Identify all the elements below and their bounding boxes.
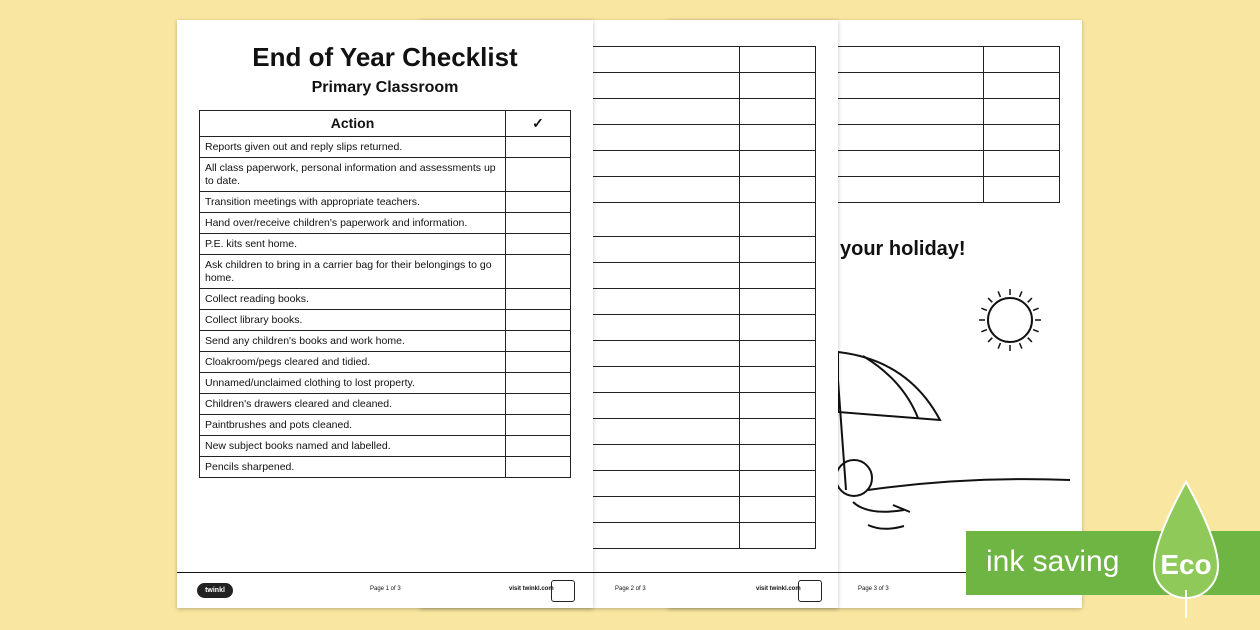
checklist-tick-box[interactable] bbox=[740, 47, 816, 73]
beach-person-icon bbox=[836, 460, 1070, 529]
checklist-tick-box[interactable] bbox=[740, 315, 816, 341]
badge-icon bbox=[551, 580, 575, 602]
table-row bbox=[200, 137, 571, 158]
sun-ray bbox=[1028, 298, 1032, 302]
sun-ray bbox=[988, 338, 992, 342]
checklist-tick-box[interactable] bbox=[984, 47, 1060, 73]
checklist-item-label: Cloakroom/pegs cleared and tidied. bbox=[200, 352, 506, 373]
sun-icon bbox=[979, 289, 1041, 351]
beach-umbrella-icon bbox=[838, 352, 940, 490]
checklist-tick-box[interactable] bbox=[984, 73, 1060, 99]
checklist-item-label: All class paperwork, personal information and assessments up to date. bbox=[200, 158, 506, 192]
checklist-tick-box[interactable] bbox=[740, 289, 816, 315]
checklist-tick-box[interactable] bbox=[740, 263, 816, 289]
checklist-tick-box[interactable] bbox=[506, 213, 571, 234]
table-row bbox=[200, 415, 571, 436]
checklist-tick-box[interactable] bbox=[506, 158, 571, 192]
checklist-item-label: P.E. kits sent home. bbox=[200, 234, 506, 255]
checklist-item-label: Collect reading books. bbox=[200, 289, 506, 310]
table-row bbox=[200, 289, 571, 310]
page-footer bbox=[177, 572, 593, 608]
checklist-tick-box[interactable] bbox=[740, 341, 816, 367]
checklist-item-label: Unnamed/unclaimed clothing to lost property. bbox=[200, 373, 506, 394]
checklist-tick-box[interactable] bbox=[740, 523, 816, 549]
checklist-tick-box[interactable] bbox=[506, 192, 571, 213]
checklist-tick-box[interactable] bbox=[506, 394, 571, 415]
checklist-tick-box[interactable] bbox=[740, 177, 816, 203]
checklist-item-label: Transition meetings with appropriate teachers. bbox=[200, 192, 506, 213]
sun-ray bbox=[981, 330, 987, 332]
sun-ray bbox=[1033, 330, 1039, 332]
page-subtitle: Primary Classroom bbox=[311, 79, 459, 96]
sun-ray bbox=[1028, 338, 1032, 342]
checklist-tick-box[interactable] bbox=[740, 99, 816, 125]
checklist-item-label: Ask children to bring in a carrier bag for their belongings to go home. bbox=[200, 255, 506, 289]
sun-ray bbox=[1033, 308, 1039, 310]
checklist-tick-box[interactable] bbox=[506, 234, 571, 255]
eco-leaf-icon bbox=[1148, 480, 1224, 620]
table-row bbox=[200, 234, 571, 255]
action-header: Action bbox=[200, 111, 506, 137]
checklist-item-label: Pencils sharpened. bbox=[200, 457, 506, 478]
checklist-tick-box[interactable] bbox=[506, 289, 571, 310]
checklist-tick-box[interactable] bbox=[740, 151, 816, 177]
table-row bbox=[200, 213, 571, 234]
checklist-tick-box[interactable] bbox=[506, 457, 571, 478]
checklist-tick-box[interactable] bbox=[506, 255, 571, 289]
checklist-tick-box[interactable] bbox=[506, 415, 571, 436]
checklist-tick-box[interactable] bbox=[740, 445, 816, 471]
checklist-tick-box[interactable] bbox=[506, 310, 571, 331]
table-row bbox=[200, 192, 571, 213]
page-number: Page 2 of 3 bbox=[615, 586, 646, 592]
sun-ray bbox=[981, 308, 987, 310]
checklist-item-label: Hand over/receive children's paperwork and information. bbox=[200, 213, 506, 234]
checklist-tick-box[interactable] bbox=[740, 419, 816, 445]
table-row bbox=[200, 436, 571, 457]
table-header-row bbox=[200, 111, 571, 137]
checklist-item-label: Paintbrushes and pots cleaned. bbox=[200, 415, 506, 436]
checklist-tick-box[interactable] bbox=[506, 373, 571, 394]
twinkl-logo: twinkl bbox=[197, 583, 233, 598]
checklist-tick-box[interactable] bbox=[984, 177, 1060, 203]
page-number: Page 1 of 3 bbox=[370, 586, 401, 592]
page-number: Page 3 of 3 bbox=[858, 586, 889, 592]
tick-header: ✓ bbox=[506, 111, 571, 137]
table-row bbox=[200, 352, 571, 373]
table-row bbox=[200, 457, 571, 478]
sun-ray bbox=[998, 343, 1000, 349]
checklist-item-label: New subject books named and labelled. bbox=[200, 436, 506, 457]
checklist-tick-box[interactable] bbox=[984, 151, 1060, 177]
checklist-tick-box[interactable] bbox=[984, 99, 1060, 125]
checklist-item-label: Send any children's books and work home. bbox=[200, 331, 506, 352]
checklist-tick-box[interactable] bbox=[740, 203, 816, 237]
checklist-tick-box[interactable] bbox=[740, 237, 816, 263]
checklist-tick-box[interactable] bbox=[740, 73, 816, 99]
checklist-item-label: Collect library books. bbox=[200, 310, 506, 331]
checklist-tick-box[interactable] bbox=[506, 331, 571, 352]
checklist-tick-box[interactable] bbox=[984, 125, 1060, 151]
visit-link[interactable]: visit twinkl.com bbox=[756, 586, 801, 592]
ink-saving-label: ink saving bbox=[986, 545, 1120, 578]
sun-ray bbox=[1020, 291, 1022, 297]
table-row bbox=[200, 158, 571, 192]
checklist-item-label: Children's drawers cleared and cleaned. bbox=[200, 394, 506, 415]
checklist-tick-box[interactable] bbox=[740, 367, 816, 393]
page-title: End of Year Checklist bbox=[252, 42, 518, 72]
sun-ray bbox=[1020, 343, 1022, 349]
eco-badge-label: Eco bbox=[1160, 549, 1212, 580]
sun-ray bbox=[988, 298, 992, 302]
table-row bbox=[200, 310, 571, 331]
table-row bbox=[200, 394, 571, 415]
checklist-tick-box[interactable] bbox=[740, 497, 816, 523]
checklist-table bbox=[199, 110, 571, 478]
table-row bbox=[200, 255, 571, 289]
checklist-tick-box[interactable] bbox=[740, 393, 816, 419]
table-row bbox=[200, 331, 571, 352]
checklist-tick-box[interactable] bbox=[506, 436, 571, 457]
checklist-page-1 bbox=[177, 20, 593, 608]
checklist-item-label: Reports given out and reply slips returned. bbox=[200, 137, 506, 158]
checklist-tick-box[interactable] bbox=[506, 352, 571, 373]
checklist-tick-box[interactable] bbox=[506, 137, 571, 158]
table-row bbox=[200, 373, 571, 394]
checklist-tick-box[interactable] bbox=[740, 471, 816, 497]
holiday-message: your holiday! bbox=[840, 238, 966, 260]
badge-icon bbox=[798, 580, 822, 602]
visit-link[interactable]: visit twinkl.com bbox=[509, 586, 554, 592]
checklist-tick-box[interactable] bbox=[740, 125, 816, 151]
sun-ray bbox=[998, 291, 1000, 297]
